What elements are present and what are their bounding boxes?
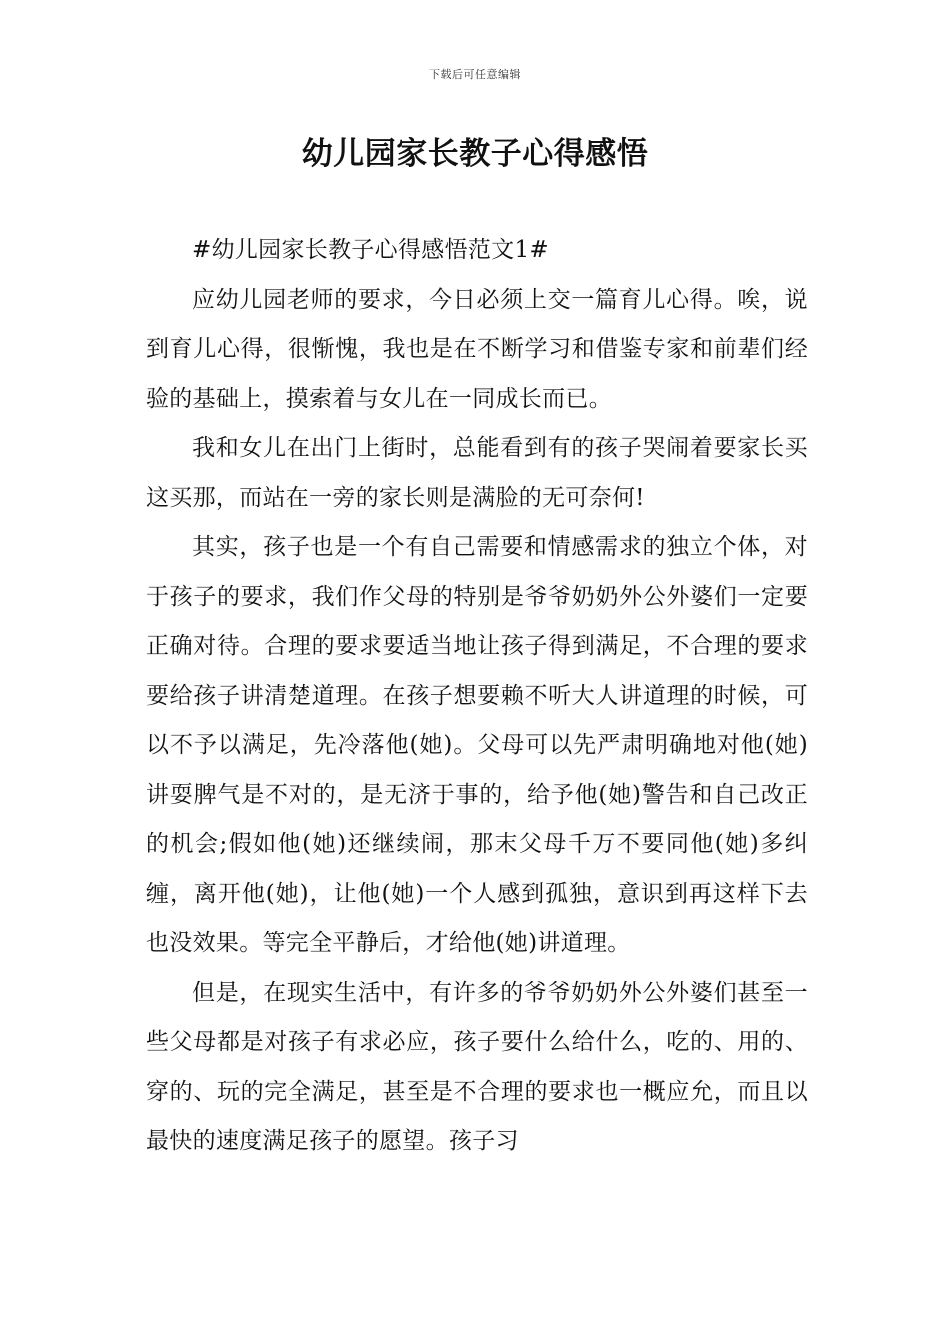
paragraph-heading: #幼儿园家长教子心得感悟范文1# bbox=[192, 237, 549, 263]
header-note: 下载后可任意编辑 bbox=[429, 68, 521, 81]
paragraph: 应幼儿园老师的要求，今日必须上交一篇育儿心得。唉，说到育儿心得，很惭愧，我也是在不断学习和借鉴专家和前辈们经验的基础上，摸索着与女儿在一同成长而已。 bbox=[146, 286, 808, 412]
paragraph: 但是，在现实生活中，有许多的爷爷奶奶外公外婆们甚至一些父母都是对孩子有求必应，孩子要什么给什么，吃的、用的、穿的、玩的完全满足，甚至是不合理的要求也一概应允，而且以最快的速度满足孩子的愿望。孩子习 bbox=[146, 979, 808, 1154]
document-body bbox=[146, 226, 808, 1167]
paragraph: 我和女儿在出门上街时，总能看到有的孩子哭闹着要家长买这买那，而站在一旁的家长则是满脸的无可奈何! bbox=[146, 435, 808, 511]
paragraph: 其实，孩子也是一个有自己需要和情感需求的独立个体，对于孩子的要求，我们作父母的特别是爷爷奶奶外公外婆们一定要正确对待。合理的要求要适当地让孩子得到满足，不合理的要求要给孩子讲清楚道理。在孩子想要赖不听大人讲道理的时候，可以不予以满足，先冷落他(她)。父母可以先严肃明确地对他(她)讲耍脾气是不对的，是无济于事的，给予他(她)警告和自己改正的机会;假如他(她)还继续闹，那末父母千万不要同他(她)多纠缠，离开他(她)，让他(她)一个人感到孤独，意识到再这样下去也没效果。等完全平静后，才给他(她)讲道理。 bbox=[146, 534, 808, 956]
document-title: 幼儿园家长教子心得感悟 bbox=[301, 136, 649, 172]
